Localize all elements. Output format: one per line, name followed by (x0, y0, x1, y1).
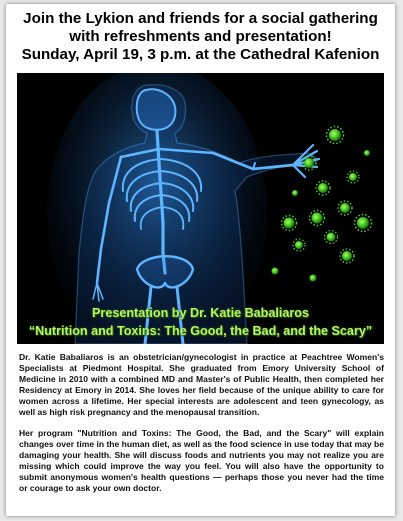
presenter-line: Presentation by Dr. Katie Babaliaros (92, 306, 309, 320)
presentation-title: “Nutrition and Toxins: The Good, the Bad, and the Scary” (28, 324, 373, 338)
flyer-body-text (19, 352, 384, 504)
flyer-header (6, 10, 395, 64)
header-line-2: with refreshments and presentation! (69, 28, 332, 45)
bio-paragraph: Dr. Katie Babaliaros is an obstetrician/gynecologist in practice at Peachtree Women's Specialists at Piedmont Hospital. She graduated from Emory University School of Medicine in 2010 with a combined MD and Master's of Public Health, then completed her Residency at Emory in 2014. She loves her field because of the unique ability to care for women across a lifetime. Her special interests are adolescent and teen gynecology, as well as high risk pregnancy and the menopausal transition. (19, 352, 384, 417)
skeleton-illustration (17, 73, 384, 344)
flyer-page (6, 4, 395, 516)
skeleton-graphic (17, 73, 384, 344)
program-paragraph: Her program "Nutrition and Toxins: The Good, the Bad, and the Scary" will explain changes over time in the human diet, as well as the food science in use today that may be damaging your health. She will discuss foods and nutrients you may not realize you are missing which could improve the way you feel. You will also have the opportunity to submit anonymous women's health questions — perhaps those you never had the time or courage to ask your own doctor. (19, 428, 384, 493)
header-line-3: Sunday, April 19, 3 p.m. at the Cathedral Kafenion (21, 46, 380, 63)
virus-particles (272, 127, 372, 282)
header-line-1: Join the Lykion and friends for a social gathering (23, 10, 378, 27)
